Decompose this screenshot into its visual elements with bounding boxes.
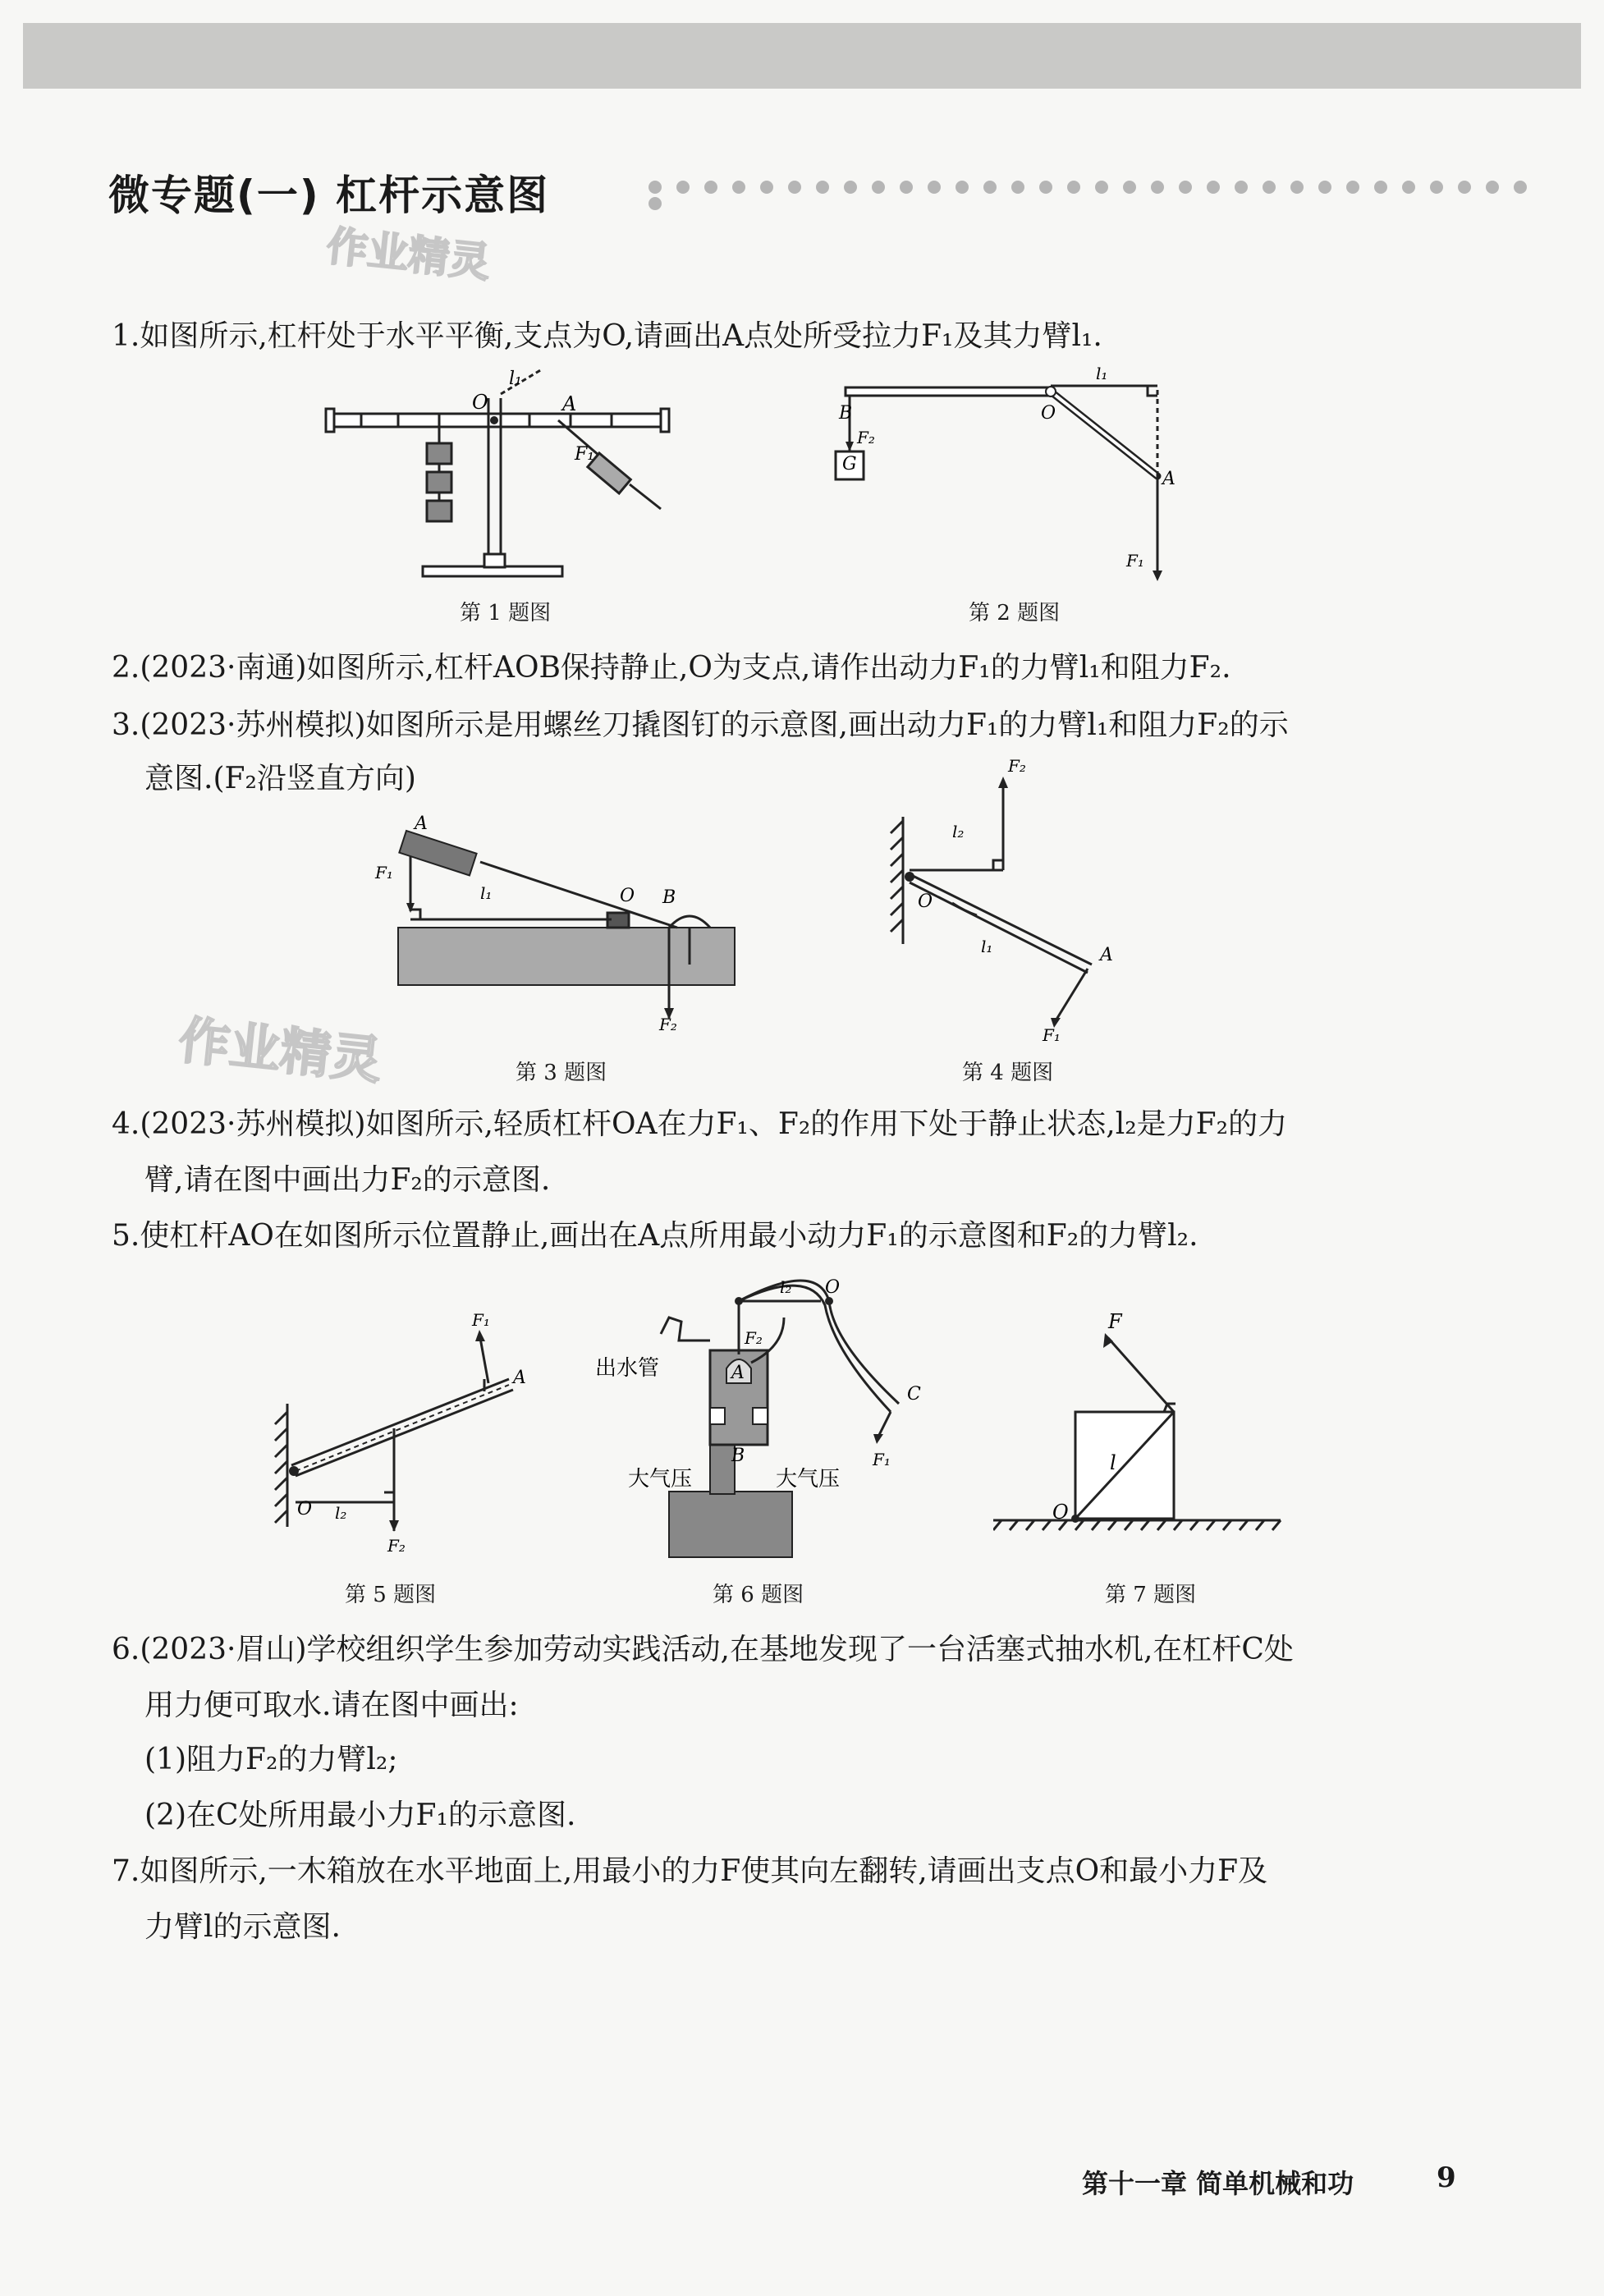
fig5-label-l2: l₂ (335, 1503, 347, 1523)
fig7-label-O: O (1052, 1501, 1069, 1524)
caption-fig7: 第 7 题图 (1105, 1583, 1197, 1607)
question-6-line-1: 6.(2023·眉山)学校组织学生参加劳动实践活动,在基地发现了一台活塞式抽水机,在杠杆C处 (112, 1633, 1294, 1666)
page-number: 9 (1437, 2161, 1456, 2194)
question-6-sub-1: (1)阻力F₂的力臂l₂; (144, 1743, 398, 1776)
title-dot-rule (648, 181, 1568, 197)
question-7-line-1: 7.如图所示,一木箱放在水平地面上,用最小的力F使其向左翻转,请画出支点O和最小力F及 (112, 1854, 1268, 1888)
fig2-label-A: A (1162, 469, 1176, 489)
fig4-label-A: A (1100, 945, 1113, 965)
fig2-label-F2: F₂ (857, 428, 875, 447)
figure-1 (324, 361, 685, 591)
fig6-label-O: O (825, 1277, 841, 1298)
question-5: 5.使杠杆AO在如图所示位置静止,画出在A点所用最小动力F₁的示意图和F₂的力臂l₂. (112, 1219, 1198, 1253)
fig3-label-O: O (620, 886, 635, 906)
fig2-label-l1: l₁ (1096, 364, 1108, 383)
figure-2 (829, 361, 1198, 583)
caption-fig4: 第 4 题图 (962, 1061, 1054, 1085)
question-6-line-2: 用力便可取水.请在图中画出: (144, 1689, 519, 1722)
fig6-label-F2: F₂ (745, 1328, 763, 1348)
caption-fig3: 第 3 题图 (516, 1061, 607, 1085)
fig5-label-O: O (297, 1499, 313, 1519)
figure-3 (374, 813, 743, 1034)
footer-chapter: 第十一章 简单机械和功 (1082, 2168, 1354, 2199)
fig6-label-outlet: 出水管 (595, 1356, 660, 1381)
fig7-label-l: l (1110, 1451, 1116, 1474)
question-4-line-1: 4.(2023·苏州模拟)如图所示,轻质杠杆OA在力F₁、F₂的作用下处于静止状态,l₂是力F₂的力 (112, 1107, 1288, 1141)
fig3-label-l1: l₁ (480, 883, 493, 903)
caption-fig1: 第 1 题图 (460, 601, 552, 626)
figure-4 (870, 739, 1141, 1043)
fig4-label-l1: l₁ (981, 937, 993, 956)
fig6-label-atm-left: 大气压 (628, 1467, 693, 1492)
fig2-label-G: G (842, 454, 857, 474)
question-1: 1.如图所示,杠杆处于水平平衡,支点为O,请画出A点处所受拉力F₁及其力臂l₁. (112, 319, 1102, 353)
fig1-label-O: O (472, 391, 488, 414)
fig6-label-C: C (907, 1384, 921, 1405)
fig5-label-A: A (513, 1368, 526, 1388)
fig3-label-B: B (662, 887, 676, 908)
fig3-label-A: A (415, 813, 428, 834)
top-scan-band (23, 23, 1581, 89)
figure-6 (587, 1268, 948, 1560)
fig1-label-A: A (562, 392, 577, 415)
fig6-label-A: A (731, 1363, 745, 1383)
fig4-label-F2: F₂ (1008, 756, 1026, 776)
question-4-line-2: 臂,请在图中画出力F₂的示意图. (144, 1163, 551, 1197)
fig5-label-F2: F₂ (387, 1536, 406, 1556)
fig2-label-B: B (839, 403, 853, 424)
fig1-label-F1: F₁ (575, 444, 595, 465)
fig4-label-l2: l₂ (952, 822, 965, 841)
watermark-middle: 作业精灵 (176, 1010, 385, 1091)
question-3-line-2: 意图.(F₂沿竖直方向) (144, 762, 416, 795)
question-7-line-2: 力臂l的示意图. (144, 1910, 341, 1944)
caption-fig5: 第 5 题图 (345, 1583, 437, 1607)
watermark-top: 作业精灵 (324, 222, 493, 287)
caption-fig2: 第 2 题图 (969, 601, 1061, 626)
fig2-label-O: O (1041, 403, 1056, 424)
fig6-label-B: B (731, 1446, 745, 1466)
question-2: 2.(2023·南通)如图所示,杠杆AOB保持静止,O为支点,请作出动力F₁的力臂l₁和阻力F₂. (112, 651, 1231, 685)
fig7-label-F: F (1108, 1310, 1122, 1333)
page-title: 微专题(一) 杠杆示意图 (108, 172, 550, 219)
fig5-label-F1: F₁ (472, 1313, 490, 1330)
figure-5 (263, 1313, 534, 1560)
fig6-label-l2: l₂ (780, 1277, 792, 1297)
fig3-label-F1: F₁ (375, 863, 393, 882)
fig4-label-F1: F₁ (1043, 1025, 1061, 1043)
fig4-label-O: O (918, 891, 933, 912)
fig6-label-F1: F₁ (873, 1450, 891, 1469)
question-3-line-1: 3.(2023·苏州模拟)如图所示是用螺丝刀撬图钉的示意图,画出动力F₁的力臂l₁和阻力F₂的示 (112, 708, 1289, 742)
fig6-label-atm-right: 大气压 (776, 1467, 841, 1492)
fig1-label-l1: l₁ (509, 369, 522, 389)
caption-fig6: 第 6 题图 (713, 1583, 804, 1607)
figure-7 (993, 1289, 1289, 1551)
fig3-label-F2: F₂ (659, 1015, 677, 1034)
fig2-label-F1: F₁ (1126, 551, 1144, 571)
question-6-sub-2: (2)在C处所用最小力F₁的示意图. (144, 1799, 576, 1832)
